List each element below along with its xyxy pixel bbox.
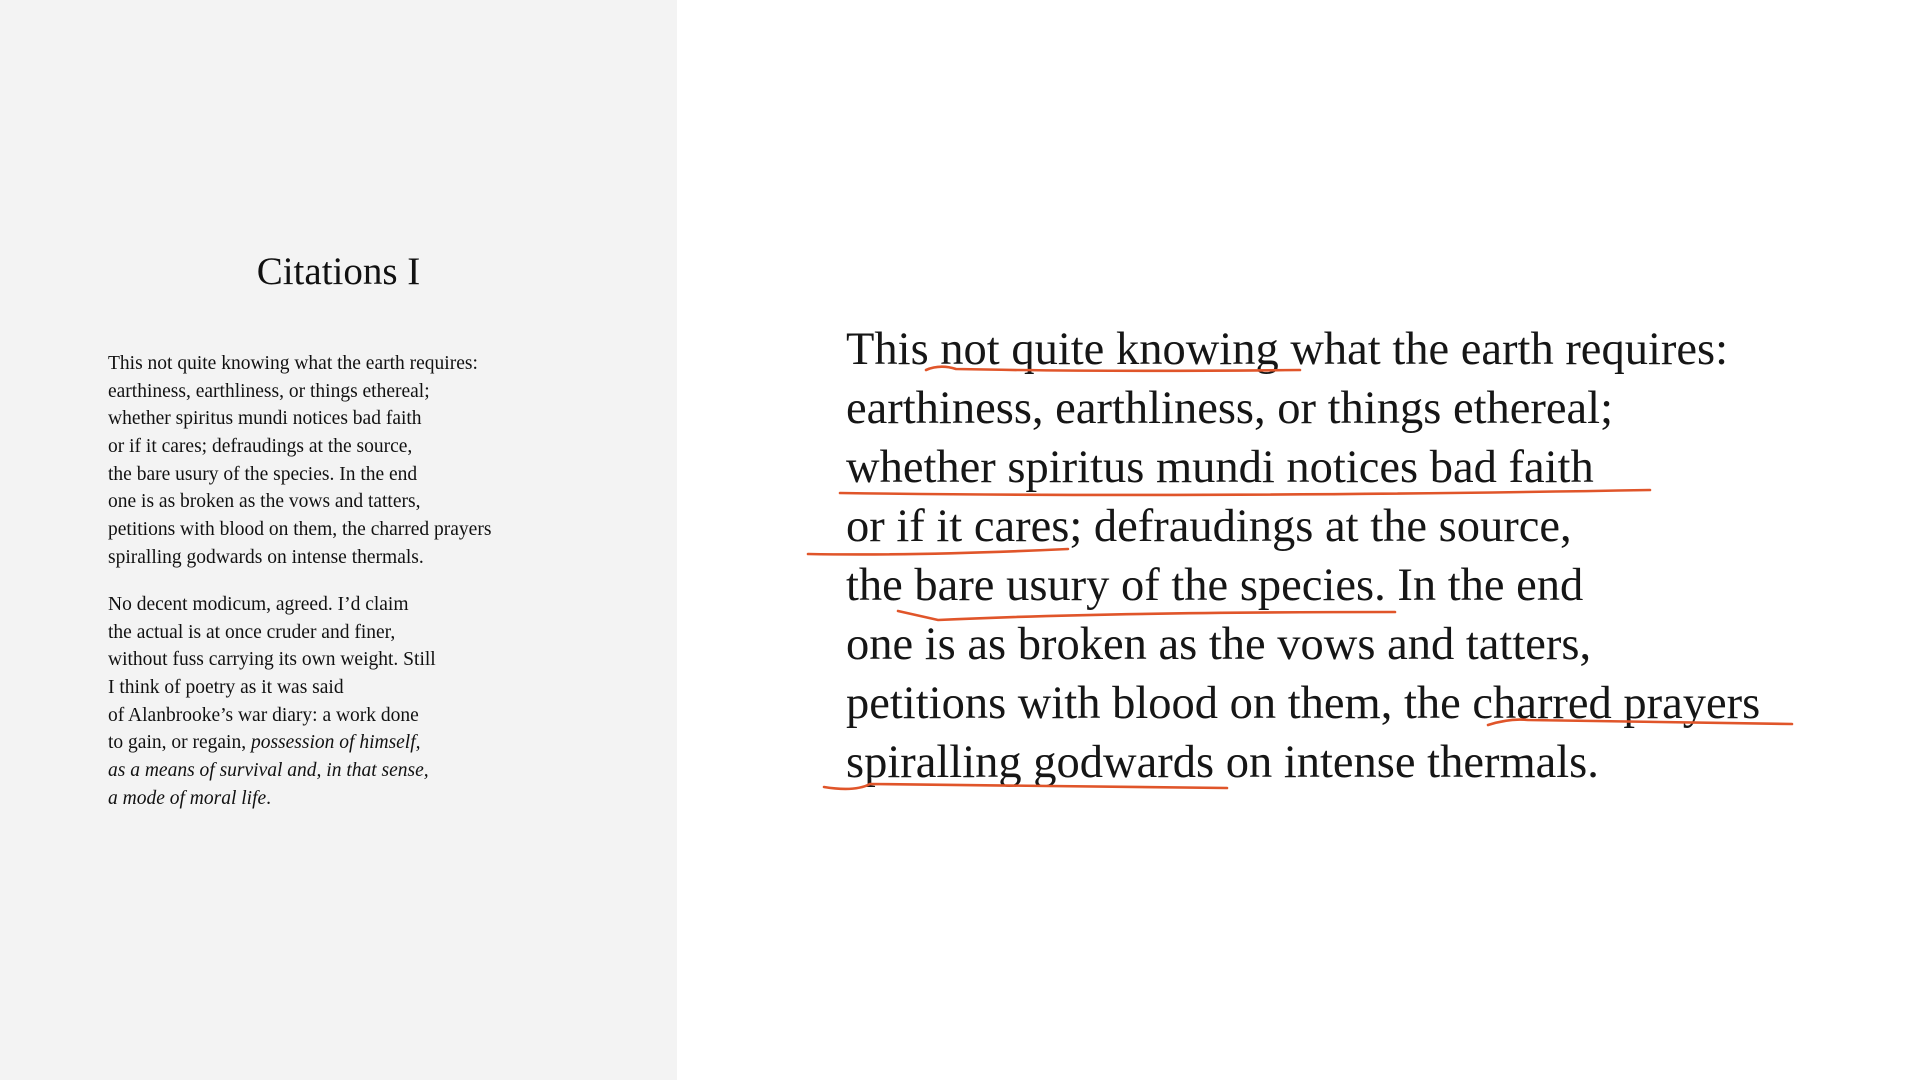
poem-line: No decent modicum, agreed. I’d claim — [108, 594, 409, 615]
poem-line: This not quite knowing what the earth requires: — [108, 353, 478, 374]
poem-line-mixed — [108, 729, 436, 757]
poem-line: the bare usury of the species. In the end — [108, 463, 418, 485]
poem-line: of Alanbrooke’s war diary: a work done — [108, 704, 419, 726]
excerpt-line: spiralling godwards on intense thermals. — [846, 737, 1599, 788]
poem-line-italic-part: possession of himself, — [250, 732, 421, 754]
poem-line: I think of poetry as it was said — [108, 677, 344, 699]
poem-panel — [0, 0, 677, 1080]
excerpt-line: or if it cares; defraudings at the source, — [846, 501, 1572, 552]
excerpt-line: the bare usury of the species. In the end — [846, 560, 1584, 611]
poem-title: Citations I — [256, 250, 421, 293]
excerpt-line: earthiness, earthliness, or things ethereal; — [846, 383, 1614, 434]
poem-line: one is as broken as the vows and tatters, — [108, 491, 421, 513]
poem-line: spiralling godwards on intense thermals. — [108, 546, 424, 568]
excerpt-line: one is as broken as the vows and tatters, — [846, 619, 1592, 670]
poem-line-plain-part: to gain, or regain, — [108, 732, 251, 754]
poem-line: earthiness, earthliness, or things ethereal; — [108, 380, 430, 402]
poem-line: petitions with blood on them, the charred prayers — [108, 519, 492, 541]
excerpt-line: petitions with blood on them, the charred prayers — [846, 678, 1761, 729]
zoomed-excerpt — [846, 320, 1760, 792]
poem-line: or if it cares; defraudings at the source, — [108, 436, 413, 458]
poem-line-mixed — [108, 785, 436, 813]
poem-stanza-1 — [108, 350, 491, 572]
poem-line-italic: as a means of survival and, in that sense, — [108, 760, 429, 782]
excerpt-line: This not quite knowing what the earth requires: — [846, 324, 1729, 375]
poem-line-plain-part: . — [266, 787, 272, 809]
poem-line-italic-part: a mode of moral life — [108, 787, 267, 809]
poem-line: without fuss carrying its own weight. Still — [108, 649, 436, 671]
poem-line: whether spiritus mundi notices bad faith — [108, 408, 422, 430]
poem-stanza-2 — [108, 591, 436, 813]
excerpt-line: whether spiritus mundi notices bad faith — [846, 442, 1594, 493]
poem-line: the actual is at once cruder and finer, — [108, 621, 396, 643]
